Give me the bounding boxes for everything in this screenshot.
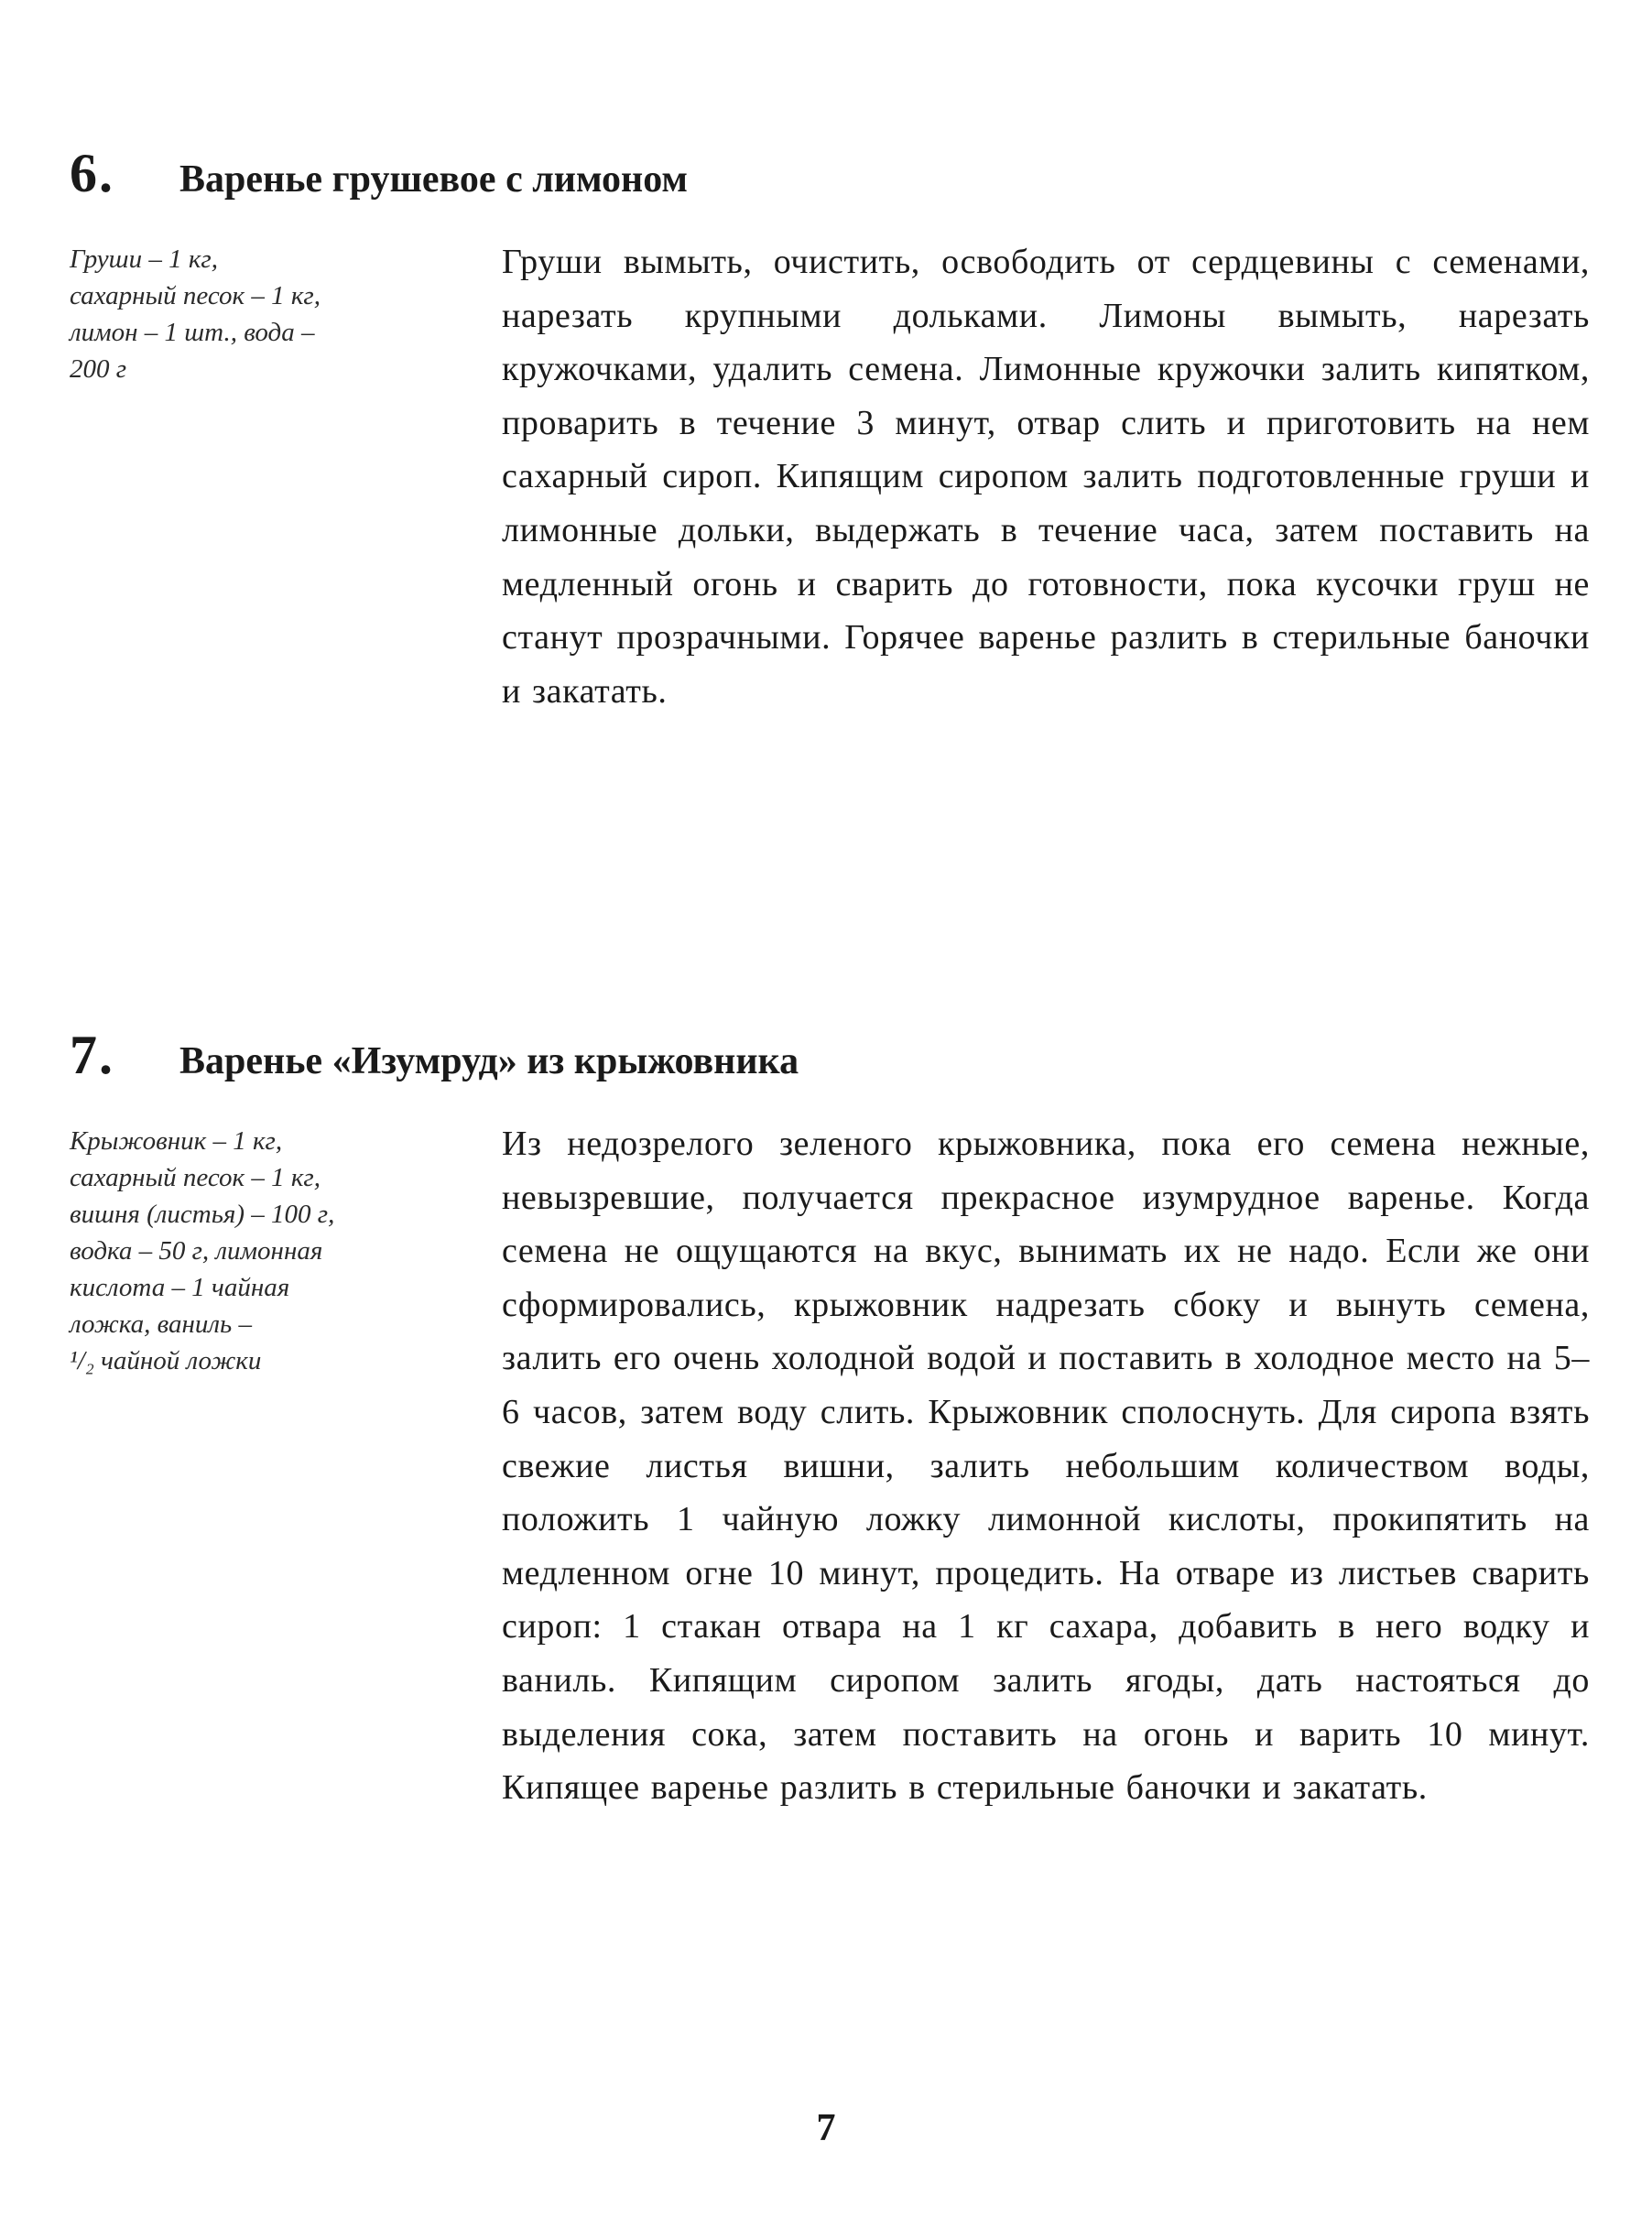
recipe-title: Варенье грушевое с лимоном [179,158,689,201]
instructions-text: Груши вымыть, очистить, освободить от сердцевины с семенами, нарезать крупными дольками. Лимоны вымыть, нарезать кружочками, удалить семена. Лимонные кружочки залить кипятком, проварить в течение 3 минут, отвар слить и приготовить на нем сахарный сироп. Кипящим сиропом залить подготовленные груши и лимонные дольки, выдержать в течение часа, затем поставить на медленный огонь и сварить до готовности, пока кусочки груш не станут прозрачными. Горячее варенье разлить в стерильные баночки и закатать. [502,243,1590,711]
ingredients-list: Груши – 1 кг, сахарный песок – 1 кг, лимон – 1 шт., вода – 200 г [70,245,321,384]
recipe-title: Варенье «Изумруд» из крыжовника [179,1040,799,1082]
recipe-number: 6. [70,143,114,203]
recipe-header [70,142,1590,215]
recipe-body [70,1117,1590,1815]
instructions-text: Из недозрелого зеленого крыжовника, пока его семена нежные, невызревшие, получается прекрасное изумрудное варенье. Когда семена не ощущаются на вкус, вынимать их не надо. Если же они сформировались, крыжовник надрезать сбоку и вынуть семена, залить его очень холодной водой и поставить в холодное место на 5–6 часов, затем воду слить. Крыжовник сполоснуть. Для сиропа взять свежие листья вишни, залить небольшим количеством воды, положить 1 чайную ложку лимонной кислоты, прокипятить на медленном огне 10 минут, процедить. На отваре из листьев сварить сироп: 1 стакан отвара на 1 кг сахара, добавить в него водку и ваниль. Кипящим сиропом залить ягоды, дать настояться до выделения сока, затем поставить на огонь и варить 10 минут. Кипящее варенье разлить в стерильные баночки и закатать. [502,1125,1590,1808]
ingredients-list: Крыжовник – 1 кг, сахарный песок – 1 кг, вишня (листья) – 100 г, водка – 50 г, лимонная кислота – 1 чайная ложка, ваниль – ¹/₂ чайной ложки [70,1126,335,1375]
recipe-header [70,1024,1590,1097]
recipe-number: 7. [70,1025,114,1085]
recipe-body [70,235,1590,718]
recipe-7 [70,1024,1590,1815]
page-number: 7 [816,2107,836,2149]
recipe-6 [70,142,1590,718]
